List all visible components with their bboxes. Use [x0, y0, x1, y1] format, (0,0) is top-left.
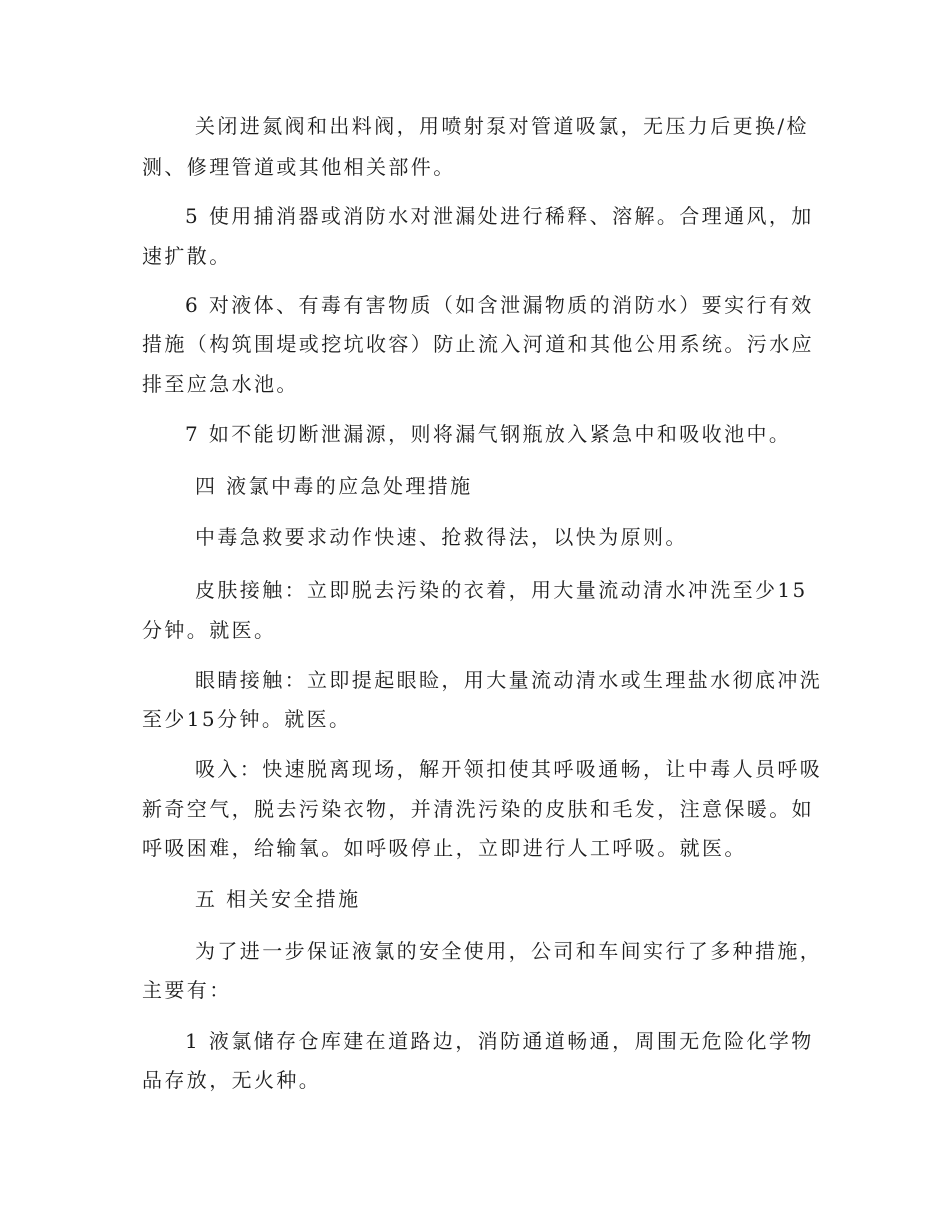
paragraph-line: 至少15分钟。就医。: [142, 707, 352, 731]
paragraph-line: 5 使用捕消器或消防水对泄漏处进行稀释、溶解。合理通风，加: [185, 204, 814, 228]
paragraph-line: 排至应急水池。: [142, 372, 299, 396]
paragraph-line: 分钟。就医。: [142, 618, 277, 642]
paragraph-line: 7 如不能切断泄漏源，则将漏气钢瓶放入紧急中和吸收池中。: [185, 422, 792, 446]
paragraph-line: 呼吸困难，给输氧。如呼吸停止，立即进行人工呼吸。就医。: [142, 836, 747, 860]
paragraph-line: 速扩散。: [142, 244, 232, 268]
paragraph-line: 新奇空气，脱去污染衣物，并清洗污染的皮肤和毛发，注意保暖。如: [142, 797, 814, 821]
paragraph-line: 吸入：快速脱离现场，解开领扣使其呼吸通畅，让中毒人员呼吸: [195, 757, 823, 781]
paragraph-line: 措施（构筑围堤或挖坑收容）防止流入河道和其他公用系统。污水应: [142, 332, 814, 356]
section-heading: 五 相关安全措施: [195, 887, 361, 911]
paragraph-line: 眼睛接触：立即提起眼睑，用大量流动清水或生理盐水彻底冲洗: [195, 668, 823, 692]
paragraph-line: 品存放，无火种。: [142, 1068, 322, 1092]
paragraph-line: 1 液氯储存仓库建在道路边，消防通道畅通，周围无危险化学物: [185, 1029, 814, 1053]
paragraph-line: 主要有：: [142, 978, 232, 1002]
paragraph-line: 测、修理管道或其他相关部件。: [142, 155, 456, 179]
paragraph-line: 关闭进氮阀和出料阀，用喷射泵对管道吸氯，无压力后更换/检: [195, 114, 809, 138]
paragraph-line: 中毒急救要求动作快速、抢救得法，以快为原则。: [195, 525, 688, 549]
paragraph-line: 为了进一步保证液氯的安全使用，公司和车间实行了多种措施，: [195, 939, 823, 963]
section-heading: 四 液氯中毒的应急处理措施: [195, 474, 473, 498]
paragraph-line: 6 对液体、有毒有害物质（如含泄漏物质的消防水）要实行有效: [185, 293, 814, 317]
paragraph-line: 皮肤接触：立即脱去污染的衣着，用大量流动清水冲洗至少15: [195, 578, 808, 602]
